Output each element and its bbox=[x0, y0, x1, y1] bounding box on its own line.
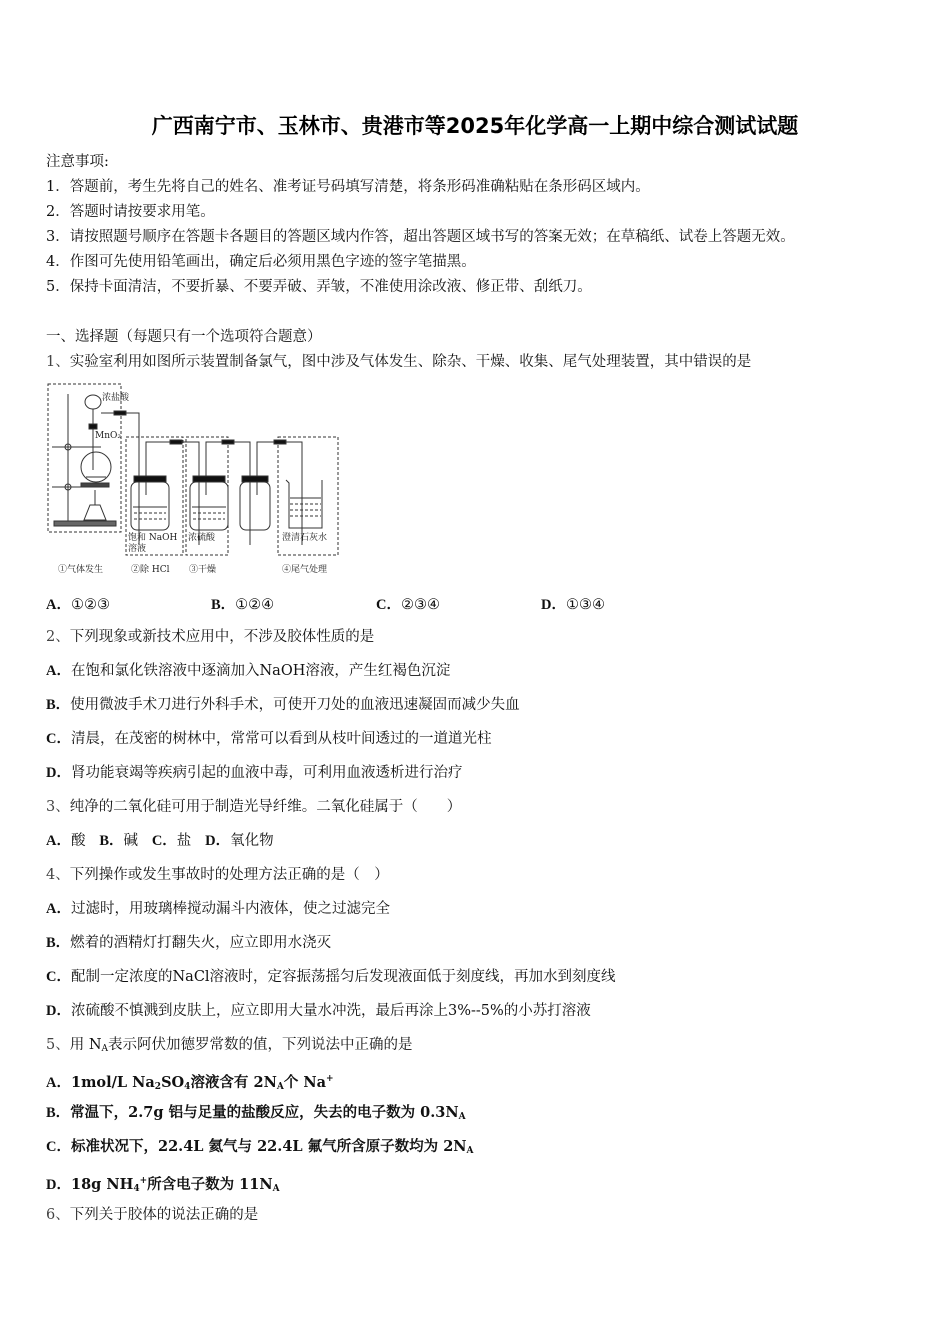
page-title: 广西南宁市、玉林市、贵港市等2025年化学高一上期中综合测试试题 bbox=[151, 114, 799, 138]
option-d[interactable]: D．①③④ bbox=[541, 597, 605, 613]
question-4-stem bbox=[46, 865, 389, 885]
question-text: 纯净的二氧化硅可用于制造光导纤维。二氧化硅属于（ ） bbox=[69, 799, 462, 815]
label-conc-hcl: 浓盐酸 bbox=[102, 393, 130, 403]
question-5-option-d[interactable]: D．18g $NH_4^+$所含电子数为 $11N_A$ bbox=[46, 1176, 280, 1194]
label-conc-h2so4: 浓硫酸 bbox=[188, 533, 216, 543]
question-number: 6、 bbox=[46, 1207, 70, 1223]
question-text: 下列操作或发生事故时的处理方法正确的是（ ） bbox=[69, 867, 389, 883]
notice-item-1: 1．答题前，考生先将自己的姓名、准考证号码填写清楚，将条形码准确粘贴在条形码区域内。 bbox=[46, 179, 650, 195]
caption-tail-gas: ④尾气处理 bbox=[282, 565, 328, 575]
option-b[interactable]: B．碱 bbox=[99, 833, 138, 849]
question-text: 表示阿伏加德罗常数的值，下列说法中正确的是 bbox=[108, 1037, 413, 1053]
caption-drying: ③干燥 bbox=[189, 565, 217, 575]
question-text: 下列关于胶体的说法正确的是 bbox=[69, 1207, 259, 1223]
subscript: A bbox=[101, 1044, 109, 1054]
label-solution: 溶液 bbox=[128, 544, 147, 554]
option-a[interactable]: A．酸 bbox=[46, 833, 86, 849]
question-4-option-a[interactable]: A．过滤时，用玻璃棒搅动漏斗内液体，使之过滤完全 bbox=[46, 901, 390, 917]
question-text: 下列现象或新技术应用中，不涉及胶体性质的是 bbox=[69, 629, 375, 645]
question-4-option-b[interactable]: B．燃着的酒精灯打翻失火，应立即用水浇灭 bbox=[46, 935, 332, 951]
question-2-stem bbox=[46, 627, 374, 647]
question-1-options bbox=[46, 593, 746, 613]
question-2-option-d[interactable]: D．肾功能衰竭等疾病引起的血液中毒，可利用血液透析进行治疗 bbox=[46, 765, 463, 781]
section-heading: 一、选择题（每题只有一个选项符合题意） bbox=[46, 329, 322, 345]
notice-heading: 注意事项: bbox=[46, 154, 109, 170]
question-4-option-d[interactable]: D．浓硫酸不慎溅到皮肤上，应立即用大量水冲洗，最后再涂上3%--5%的小苏打溶液 bbox=[46, 1003, 591, 1019]
question-text: 实验室利用如图所示装置制备氯气，图中涉及气体发生、除杂、干燥、收集、尾气处理装置，其中错误的是 bbox=[69, 354, 752, 370]
question-number: 2、 bbox=[46, 629, 70, 645]
question-2-option-a[interactable]: A．在饱和氯化铁溶液中逐滴加入NaOH溶液，产生红褐色沉淀 bbox=[46, 663, 451, 679]
notice-item-3: 3．请按照题号顺序在答题卡各题目的答题区域内作答，超出答题区域书写的答案无效；在草稿纸、试卷上答题无效。 bbox=[46, 229, 795, 245]
option-a[interactable]: A．①②③ bbox=[46, 597, 110, 613]
label-limewater: 澄清石灰水 bbox=[282, 533, 328, 543]
question-5-option-c[interactable]: C．标准状况下，22.4L 氦气与 22.4L 氟气所含原子数均为 $2N_A$ bbox=[46, 1138, 474, 1156]
notice-item-5: 5．保持卡面清洁，不要折暴、不要弄破、弄皱，不准使用涂改液、修正带、刮纸刀。 bbox=[46, 279, 592, 295]
question-5-option-b[interactable]: B．常温下，2.7g 铝与足量的盐酸反应，失去的电子数为 $0.3N_A$ bbox=[46, 1104, 466, 1122]
question-5-stem bbox=[46, 1035, 413, 1059]
caption-gas-generation: ①气体发生 bbox=[58, 565, 104, 575]
question-number: 4、 bbox=[46, 867, 70, 883]
question-number: 3、 bbox=[46, 799, 70, 815]
chlorine-apparatus-figure bbox=[46, 380, 342, 580]
label-naoh: 饱和 NaOH bbox=[128, 533, 178, 543]
question-6-stem bbox=[46, 1205, 258, 1225]
question-3-stem bbox=[46, 797, 461, 817]
question-number: 5、 bbox=[46, 1037, 70, 1053]
question-3-options bbox=[46, 831, 274, 851]
apparatus-diagram-icon bbox=[46, 380, 342, 580]
question-number: 1、 bbox=[46, 354, 70, 370]
option-c[interactable]: C．盐 bbox=[151, 833, 192, 849]
option-c[interactable]: C．②③④ bbox=[376, 597, 440, 613]
notice-item-2: 2．答题时请按要求用笔。 bbox=[46, 204, 215, 220]
question-1-stem bbox=[46, 352, 751, 372]
label-mno2: MnO₂ bbox=[95, 431, 121, 441]
question-2-option-b[interactable]: B．使用微波手术刀进行外科手术，可使开刀处的血液迅速凝固而减少失血 bbox=[46, 697, 520, 713]
question-text: 用 N bbox=[69, 1037, 102, 1053]
notice-item-4: 4．作图可先使用铅笔画出，确定后必须用黑色字迹的签字笔描黑。 bbox=[46, 254, 476, 270]
question-5-option-a[interactable]: A．1mol/L $Na_2SO_4$溶液含有 $2N_A$个 Na+ bbox=[46, 1074, 334, 1092]
question-4-option-c[interactable]: C．配制一定浓度的NaCl溶液时，定容振荡摇匀后发现液面低于刻度线，再加水到刻度线 bbox=[46, 969, 616, 985]
option-d[interactable]: D．氧化物 bbox=[205, 833, 274, 849]
option-b[interactable]: B．①②④ bbox=[211, 597, 275, 613]
question-2-option-c[interactable]: C．清晨，在茂密的树林中，常常可以看到从枝叶间透过的一道道光柱 bbox=[46, 731, 492, 747]
caption-remove-hcl: ②除 HCl bbox=[131, 565, 170, 575]
